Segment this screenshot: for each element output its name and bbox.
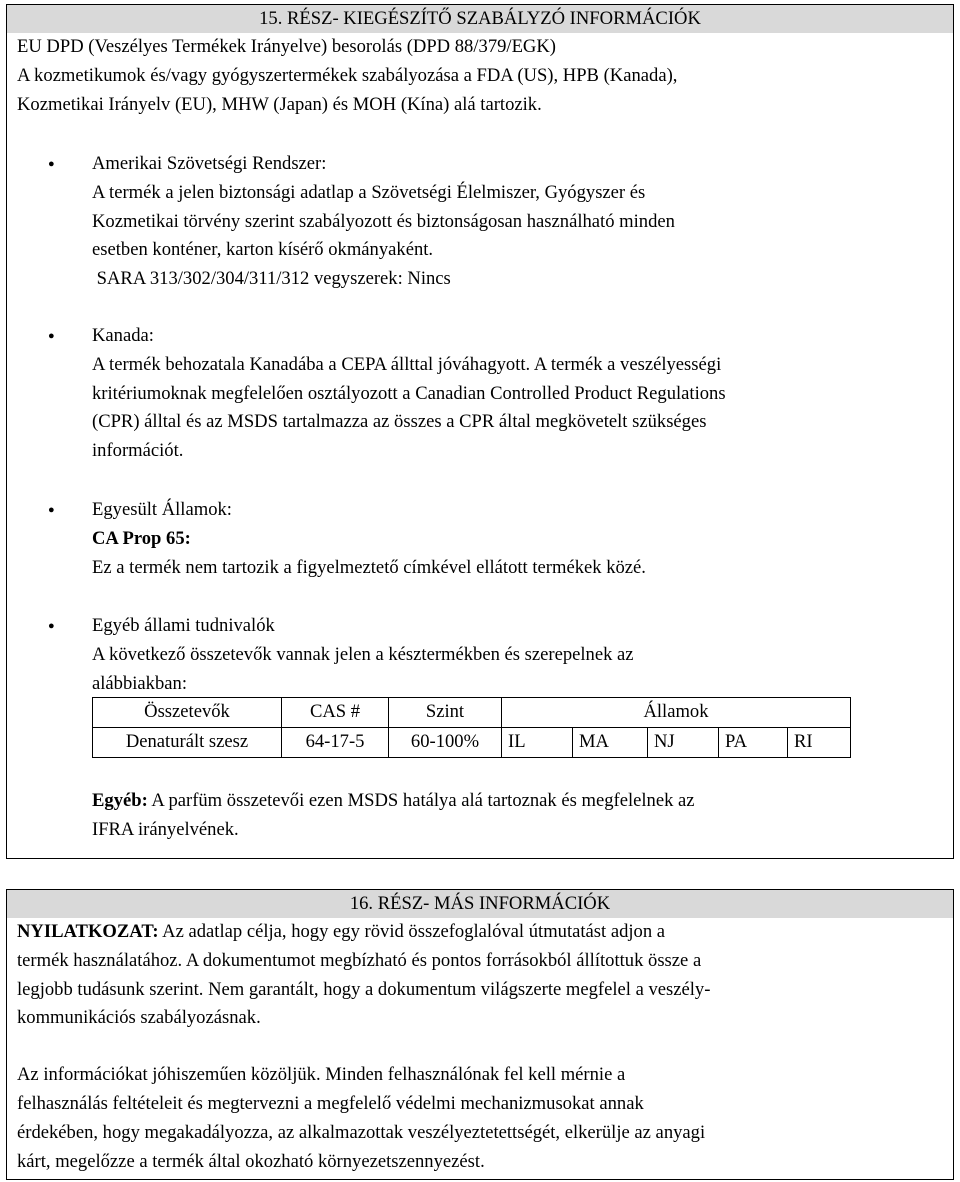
other-state-line: alábbiakban:	[92, 672, 187, 694]
section-15-title: 15. RÉSZ- KIEGÉSZÍTŐ SZABÁLYZÓ INFORMÁCIÓK	[7, 5, 953, 33]
table-header: Államok	[502, 698, 851, 728]
canada-heading: Kanada:	[92, 325, 154, 346]
bullet-icon: ●	[48, 158, 55, 170]
us-federal-line: esetben konténer, karton kísérő okmányaként.	[92, 239, 434, 261]
intro-line: EU DPD (Veszélyes Termékek Irányelve) besorolás (DPD 88/379/EGK)	[17, 36, 556, 57]
intro-line: Kozmetikai Irányelv (EU), MHW (Japan) és MOH (Kína) alá tartozik.	[17, 93, 542, 115]
intro-line: A kozmetikumok és/vagy gyógyszertermékek szabályozása a FDA (US), HPB (Kanada),	[17, 64, 678, 86]
canada-line: kritériumoknak megfelelően osztályozott a Canadian Controlled Product Regulations	[92, 382, 726, 404]
table-cell-state: RI	[788, 728, 851, 758]
bullet-icon: ●	[48, 620, 55, 632]
us-federal-line: A termék a jelen biztonsági adatlap a Szövetségi Élelmiszer, Gyógyszer és	[92, 181, 646, 203]
canada-block	[92, 322, 950, 466]
info-line: Az információkat jóhiszeműen közöljük. Minden felhasználónak fel kell mérnie a	[17, 1064, 626, 1086]
table-header: CAS #	[282, 698, 389, 728]
table-header: Szint	[389, 698, 502, 728]
table-cell-state: NJ	[648, 728, 719, 758]
disclaimer-label: NYILATKOZAT:	[17, 921, 159, 942]
other-state-heading: Egyéb állami tudnivalók	[92, 615, 275, 636]
table-cell: Denaturált szesz	[93, 728, 282, 758]
usa-heading: Egyesült Államok:	[92, 499, 232, 520]
us-federal-heading: Amerikai Szövetségi Rendszer:	[92, 153, 327, 174]
disclaimer-line: kommunikációs szabályozásnak.	[17, 1007, 261, 1029]
usa-block	[92, 496, 950, 582]
section-16	[6, 889, 954, 1180]
table-cell-state: IL	[502, 728, 573, 758]
usa-line: Ez a termék nem tartozik a figyelmeztető címkével ellátott termékek közé.	[92, 556, 646, 578]
bullet-icon: ●	[48, 330, 55, 342]
sara-line: SARA 313/302/304/311/312 vegyszerek: Nincs	[92, 268, 451, 290]
ca-prop-65-heading: CA Prop 65:	[92, 527, 191, 549]
table-cell: 64-17-5	[282, 728, 389, 758]
disclaimer-line: termék használatához. A dokumentumot megbízható és pontos forrásokból állítottuk össze a	[17, 949, 702, 971]
info-line: kárt, megelőzze a termék által okozható környezetszennyezést.	[17, 1150, 485, 1172]
us-federal-line: Kozmetikai törvény szerint szabályozott és biztonságosan használható minden	[92, 210, 675, 232]
canada-line: A termék behozatala Kanadába a CEPA állttal jóváhagyott. A termék a veszélyességi	[92, 353, 722, 375]
other-block	[92, 787, 950, 845]
info-line: felhasználás feltételeit és megtervezni a megfelelő védelmi mechanizmusokat annak	[17, 1092, 644, 1114]
us-federal-block	[92, 150, 950, 294]
bullet-icon: ●	[48, 504, 55, 516]
section-16-title: 16. RÉSZ- MÁS INFORMÁCIÓK	[7, 890, 953, 918]
table-cell-state: MA	[573, 728, 648, 758]
other-label: Egyéb:	[92, 790, 148, 811]
canada-line: információt.	[92, 440, 184, 462]
table-header: Összetevők	[93, 698, 282, 728]
disclaimer-line: Az adatlap célja, hogy egy rövid összefoglalóval útmutatást adjon a	[158, 921, 666, 942]
table-header-row	[93, 698, 851, 728]
canada-line: (CPR) álltal és az MSDS tartalmazza az összes a CPR által megkövetelt szükséges	[92, 411, 707, 433]
table-cell-state: PA	[719, 728, 788, 758]
info-line: érdekében, hogy megakadályozza, az alkalmazottak veszélyeztetettségét, elkerülje az anyagi	[17, 1121, 706, 1143]
other-text-2: IFRA irányelvének.	[92, 818, 239, 840]
other-state-block	[92, 612, 950, 698]
other-state-line: A következő összetevők vannak jelen a késztermékben és szerepelnek az	[92, 643, 634, 665]
other-text: A parfüm összetevői ezen MSDS hatálya alá tartoznak és megfelelnek az	[147, 790, 695, 811]
ingredients-table	[92, 697, 851, 758]
table-cell: 60-100%	[389, 728, 502, 758]
table-row	[93, 728, 851, 758]
disclaimer-line: legjobb tudásunk szerint. Nem garantált, hogy a dokumentum világszerte megfelel a veszély-	[17, 978, 711, 1000]
